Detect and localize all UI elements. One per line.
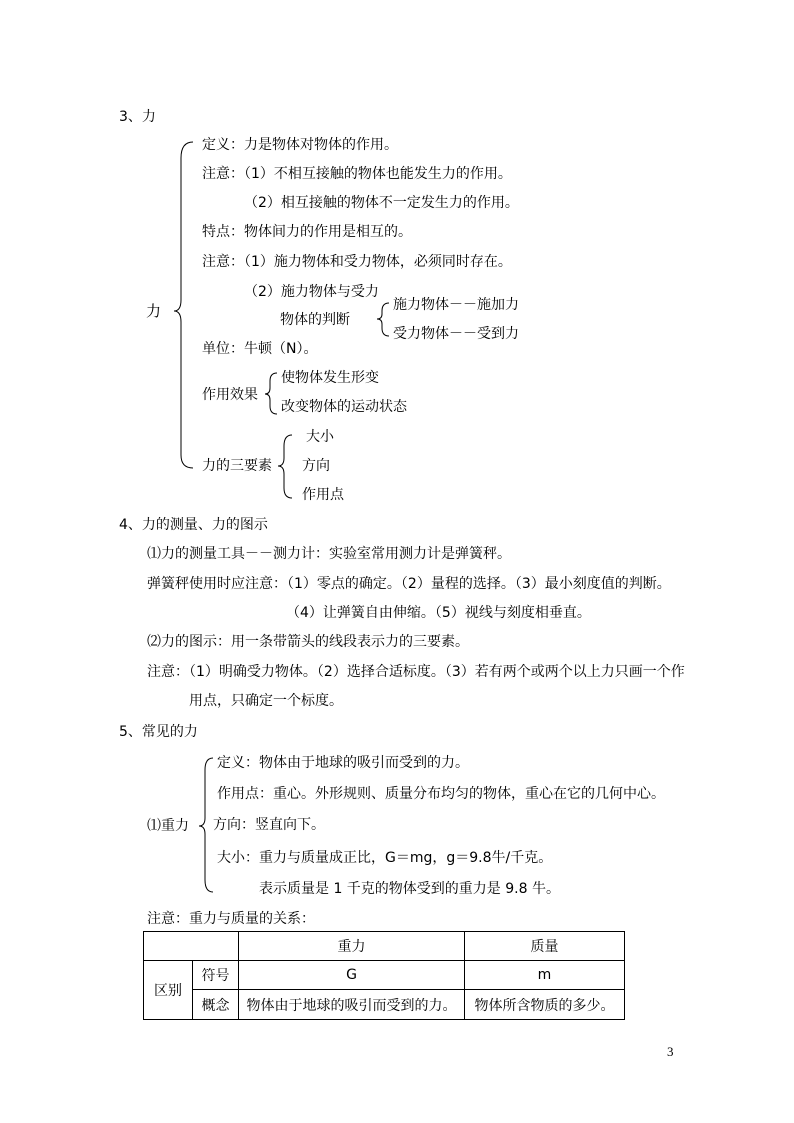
table-header-row [144, 932, 625, 961]
gravity-size-meaning: 表示质量是 1 千克的物体受到的重力是 9.8 牛。 [259, 881, 560, 897]
row-label-symbol: 符号 [193, 961, 239, 990]
judge-item-receiver: 受力物体－－受到力 [393, 326, 519, 342]
force-center-label: 力 [146, 302, 162, 320]
section-3-heading: 3、力 [119, 109, 156, 125]
measure-line-2: 弹簧秤使用时应注意：（1）零点的确定。（2）量程的选择。（3）最小刻度值的判断。 [147, 576, 671, 592]
table-corner-cell [144, 932, 239, 961]
section-4-heading: 4、力的测量、力的图示 [119, 517, 268, 533]
page-number: 3 [667, 1044, 674, 1059]
element-point: 作用点 [302, 487, 344, 503]
header-mass: 质量 [465, 932, 625, 961]
table-row [144, 990, 625, 1020]
diagram-line: ⑵力的图示：用一条带箭头的线段表示力的三要素。 [147, 634, 469, 650]
measure-line-1: ⑴力的测量工具－－测力计：实验室常用测力计是弹簧秤。 [147, 546, 511, 562]
row-group-label: 区别 [144, 961, 193, 1020]
elements-label: 力的三要素 [202, 458, 272, 474]
gravity-definition: 定义：物体由于地球的吸引而受到的力。 [217, 755, 469, 771]
note-2-line-2: （2）施力物体与受力 [244, 284, 379, 300]
effect-label: 作用效果 [202, 387, 258, 403]
header-gravity: 重力 [239, 932, 465, 961]
gravity-size: 大小：重力与质量成正比，G＝mg，g＝9.8牛/千克。 [217, 850, 553, 866]
table-row [144, 961, 625, 990]
note-1-line-2: （2）相互接触的物体不一定发生力的作用。 [244, 195, 519, 211]
cell-gravity-concept: 物体由于地球的吸引而受到的力。 [239, 990, 465, 1020]
measure-line-3: （4）让弹簧自由伸缩。（5）视线与刻度相垂直。 [286, 605, 591, 621]
note-1-line-1: 注意：（1）不相互接触的物体也能发生力的作用。 [202, 166, 512, 182]
judge-item-applier: 施力物体－－施加力 [393, 297, 519, 313]
element-direction: 方向 [302, 458, 330, 474]
effect-item-deform: 使物体发生形变 [281, 370, 379, 386]
note-2-line-1: 注意：（1）施力物体和受力物体，必须同时存在。 [202, 254, 512, 270]
gravity-mass-note: 注意：重力与质量的关系： [147, 911, 315, 927]
row-label-concept: 概念 [193, 990, 239, 1020]
cell-mass-concept: 物体所含物质的多少。 [465, 990, 625, 1020]
diagram-note-1: 注意：（1）明确受力物体。（2）选择合适标度。（3）若有两个或两个以上力只画一个作 [147, 664, 685, 680]
cell-mass-symbol: m [465, 961, 625, 990]
section-5-heading: 5、常见的力 [119, 724, 198, 740]
force-feature: 特点：物体间力的作用是相互的。 [202, 224, 412, 240]
gravity-label: ⑴重力 [147, 818, 189, 834]
diagram-note-2: 用点，只确定一个标度。 [189, 693, 343, 709]
judge-label: 物体的判断 [280, 312, 350, 328]
gravity-point: 作用点：重心。外形规则、质量分布均匀的物体，重心在它的几何中心。 [217, 786, 665, 802]
gravity-mass-table [143, 931, 625, 1020]
effect-item-motion: 改变物体的运动状态 [281, 399, 407, 415]
cell-gravity-symbol: G [239, 961, 465, 990]
force-unit: 单位：牛顿（N）。 [202, 341, 318, 357]
element-size: 大小 [306, 429, 334, 445]
gravity-direction: 方向：竖直向下。 [213, 817, 325, 833]
force-definition: 定义：力是物体对物体的作用。 [202, 137, 398, 153]
